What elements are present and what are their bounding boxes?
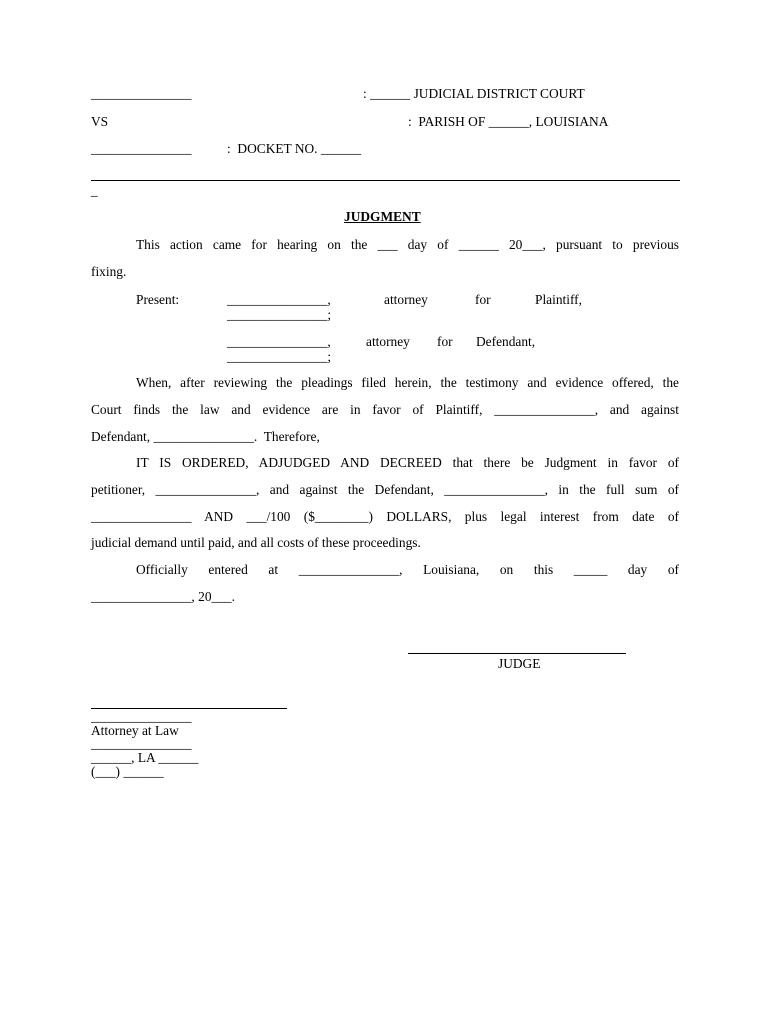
court-line: : ______ JUDICIAL DISTRICT COURT <box>363 86 585 101</box>
parish-line: : PARISH OF ______, LOUISIANA <box>408 114 609 129</box>
order-line3: _______________ AND ___/100 ($________) DOLLARS, plus legal interest from date of <box>91 509 679 524</box>
findings-line3: Defendant, _______________. Therefore, <box>91 429 320 444</box>
findings-line1: When, after reviewing the pleadings filed herein, the testimony and evidence offered, the <box>136 375 679 390</box>
attorney-phone-line: (___) ______ <box>91 764 164 779</box>
attorney-name-blank: _______________ <box>91 709 192 724</box>
versus-label: VS <box>91 114 109 129</box>
present-label: Present: <box>136 292 180 307</box>
hearing-paragraph-line1: This action came for hearing on the ___ day of ______ 20___, pursuant to previous <box>136 237 679 252</box>
order-line1: IT IS ORDERED, ADJUDGED AND DECREED that there be Judgment in favor of <box>136 455 679 470</box>
defendant-attorney-word: attorney <box>366 334 410 349</box>
plaintiff-attorney-blank: _______________, <box>227 292 331 307</box>
plaintiff-name-blank: _______________ <box>91 86 192 101</box>
plaintiff-for-word: for <box>475 292 491 307</box>
attorney-address-blank: _______________ <box>91 736 192 751</box>
attorney-at-law-label: Attorney at Law <box>91 723 179 738</box>
defendant-attorney-blank: _______________, <box>227 334 331 349</box>
hearing-paragraph-line2: fixing. <box>91 264 127 279</box>
attorney-city-line: ______, LA ______ <box>91 750 199 765</box>
plaintiff-party-word: Plaintiff, <box>535 292 582 307</box>
plaintiff-attorney-word: attorney <box>384 292 428 307</box>
findings-line2: Court finds the law and evidence are in favor of Plaintiff, _______________, and against <box>91 402 679 417</box>
defendant-attorney-blank-2: _______________; <box>227 349 332 364</box>
judge-label: JUDGE <box>498 656 541 671</box>
entered-line2: _______________, 20___. <box>91 589 235 604</box>
order-line2: petitioner, _______________, and against the Defendant, _______________, in the full sum of <box>91 482 679 497</box>
judge-signature-line <box>408 653 626 654</box>
defendant-party-word: Defendant, <box>476 334 536 349</box>
caption-divider <box>91 180 680 181</box>
docket-line: : DOCKET NO. ______ <box>227 141 362 156</box>
defendant-for-word: for <box>437 334 453 349</box>
defendant-name-blank: _______________ <box>91 141 192 156</box>
order-line4: judicial demand until paid, and all costs of these proceedings. <box>91 535 421 550</box>
entered-line1: Officially entered at _______________, Louisiana, on this _____ day of <box>136 562 679 577</box>
caption-divider-tail: _ <box>91 183 98 198</box>
plaintiff-attorney-blank-2: _______________; <box>227 307 332 322</box>
document-title: JUDGMENT <box>344 209 421 224</box>
